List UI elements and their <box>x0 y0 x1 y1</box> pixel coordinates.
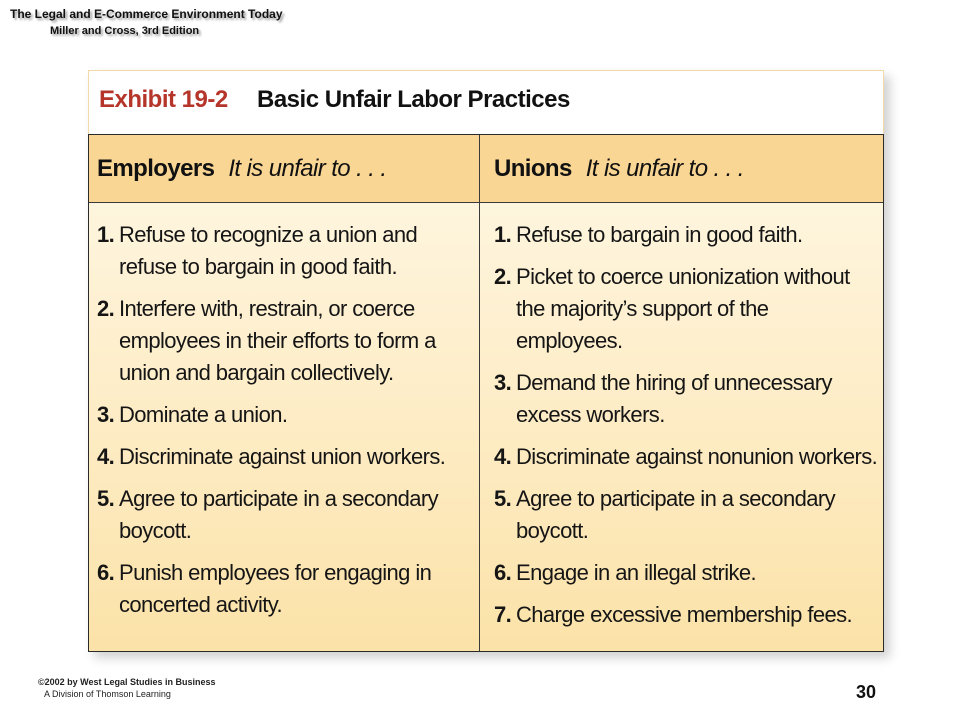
unions-list <box>494 219 879 641</box>
copyright-line: ©2002 by West Legal Studies in Business <box>38 677 216 687</box>
list-item <box>97 557 472 621</box>
item-text: Demand the hiring of unnecessary excess workers. <box>516 370 832 427</box>
unions-heading-note: It is unfair to . . . <box>585 155 744 182</box>
item-number: 6. <box>97 560 115 585</box>
list-item <box>97 483 472 547</box>
list-item <box>97 399 472 431</box>
copyright-notice <box>38 676 216 700</box>
list-item <box>494 261 879 357</box>
practices-table <box>88 134 884 652</box>
book-edition: Miller and Cross, 3rd Edition <box>50 25 200 37</box>
item-number: 1. <box>97 222 115 247</box>
item-number: 7. <box>494 602 512 627</box>
list-item <box>494 483 879 547</box>
list-item <box>97 219 472 283</box>
item-number: 4. <box>494 444 512 469</box>
item-text: Interfere with, restrain, or coerce employees in their efforts to form a union and bargain collectively. <box>119 296 436 385</box>
exhibit-title: Basic Unfair Labor Practices <box>257 86 570 113</box>
item-number: 2. <box>97 296 115 321</box>
item-text: Charge excessive membership fees. <box>516 602 853 627</box>
book-title: The Legal and E-Commerce Environment Today <box>10 7 283 21</box>
list-item <box>494 219 879 251</box>
item-text: Refuse to recognize a union and refuse to bargain in good faith. <box>119 222 418 279</box>
item-text: Refuse to bargain in good faith. <box>516 222 803 247</box>
exhibit-label: Exhibit 19-2 <box>99 86 228 113</box>
column-divider <box>479 135 480 651</box>
item-text: Punish employees for engaging in concerted activity. <box>119 560 432 617</box>
item-text: Picket to coerce unionization without the majority’s support of the employees. <box>516 264 850 353</box>
unions-heading: Unions <box>494 155 572 182</box>
item-text: Dominate a union. <box>119 402 288 427</box>
list-item <box>494 599 879 631</box>
item-number: 2. <box>494 264 512 289</box>
exhibit-panel <box>88 70 884 652</box>
table-header-row <box>89 135 883 203</box>
item-number: 3. <box>494 370 512 395</box>
item-text: Discriminate against nonunion workers. <box>516 444 878 469</box>
exhibit-title-bar <box>88 70 884 134</box>
list-item <box>494 441 879 473</box>
page-number: 30 <box>856 682 877 702</box>
employers-list <box>97 219 472 631</box>
list-item <box>97 293 472 389</box>
item-number: 6. <box>494 560 512 585</box>
employers-heading: Employers <box>97 155 215 182</box>
item-text: Agree to participate in a secondary boycott. <box>516 486 835 543</box>
item-number: 5. <box>97 486 115 511</box>
publisher-division: A Division of Thomson Learning <box>44 689 171 699</box>
item-text: Engage in an illegal strike. <box>516 560 757 585</box>
unions-column-header <box>494 155 744 183</box>
list-item <box>97 441 472 473</box>
slide-header <box>6 4 283 40</box>
list-item <box>494 367 879 431</box>
item-number: 5. <box>494 486 512 511</box>
item-text: Discriminate against union workers. <box>119 444 446 469</box>
list-item <box>494 557 879 589</box>
employers-column-header <box>97 155 386 183</box>
item-number: 4. <box>97 444 115 469</box>
employers-heading-note: It is unfair to . . . <box>228 155 387 182</box>
item-text: Agree to participate in a secondary boycott. <box>119 486 438 543</box>
item-number: 3. <box>97 402 115 427</box>
item-number: 1. <box>494 222 512 247</box>
